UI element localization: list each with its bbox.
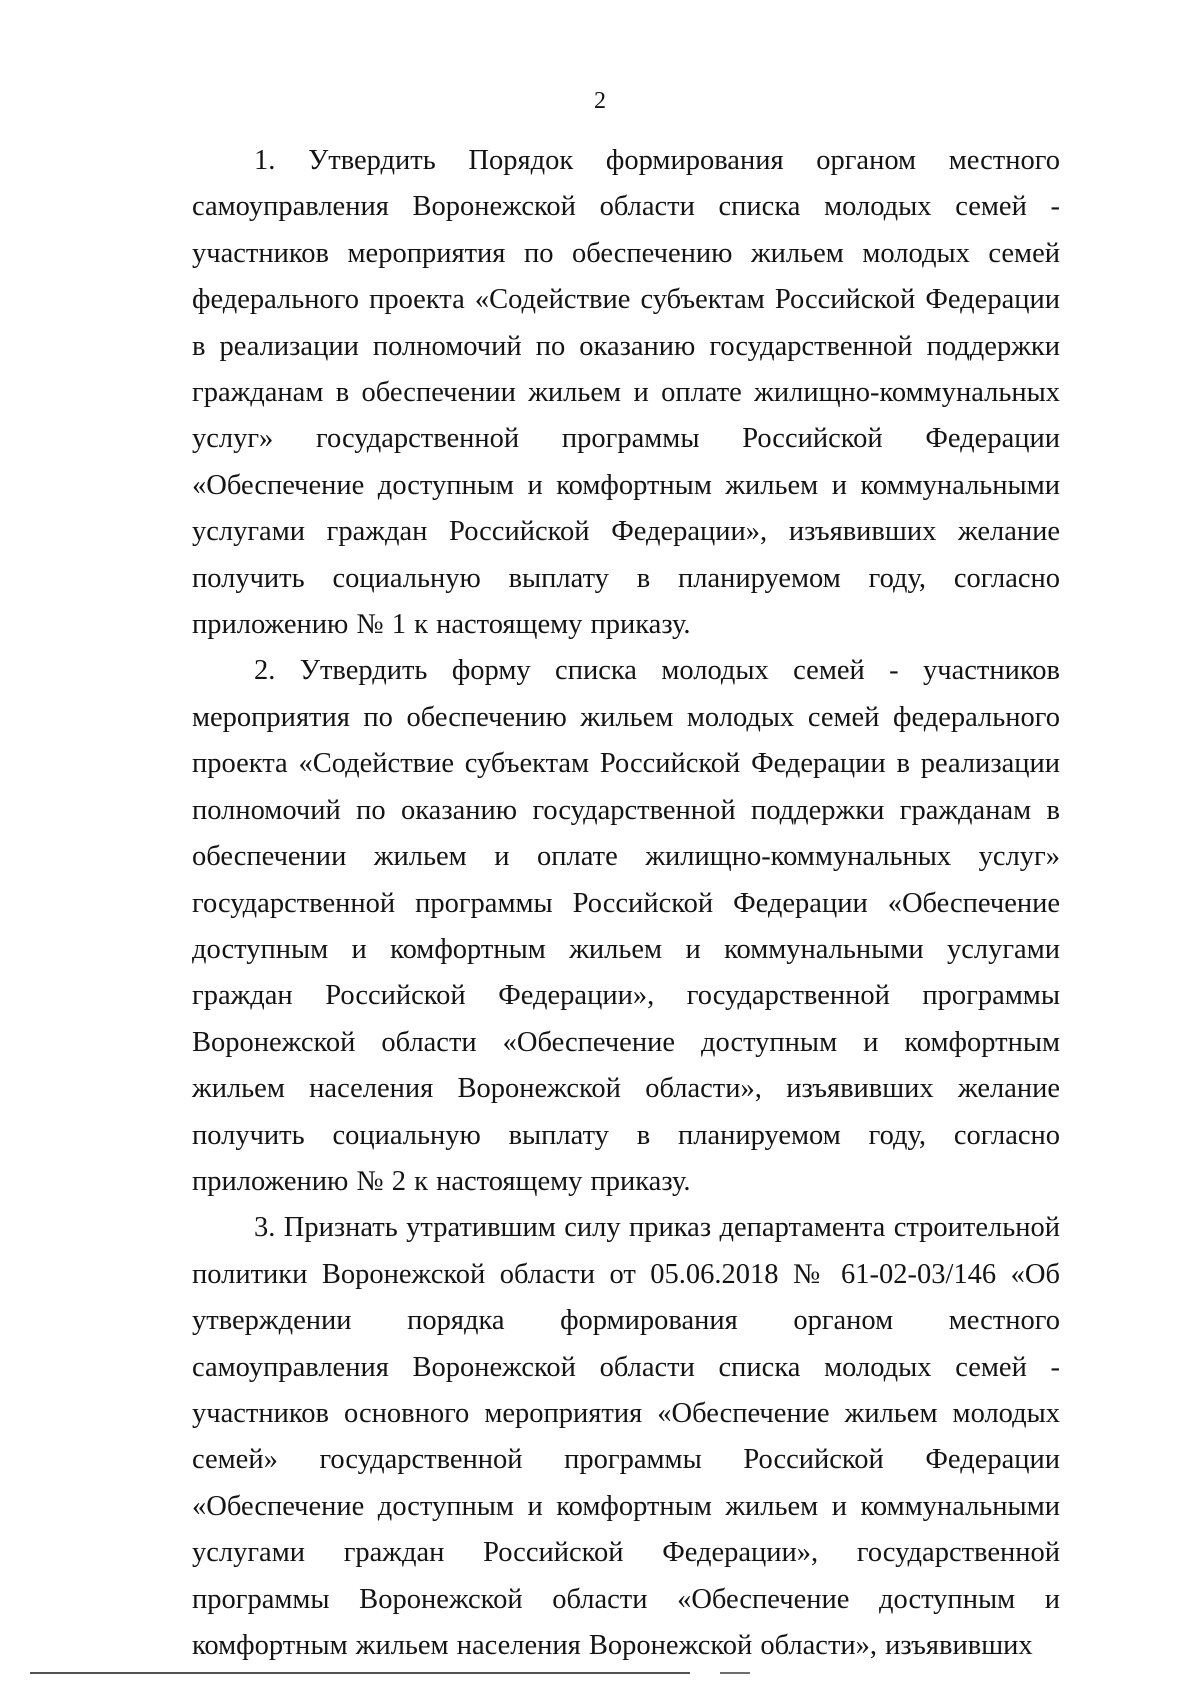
paragraph-1: 1. Утвердить Порядок формирования органом местного самоуправления Воронежской области списка молодых семей - участников мероприятия по обеспечению жильем молодых семей федерального проекта «Содействие субъектам Российской Федерации в реализации полномочий по оказанию государственной поддержки гражданам в обеспечении жильем и оплате жилищно-коммунальных услуг» государственной программы Российской Федерации «Обеспечение доступным и комфортным жильем и коммунальными услугами граждан Российской Федерации», изъявивших желание получить социальную выплату в планируемом году, согласно приложению № 1 к настоящему приказу. [192,145,1060,641]
scan-edge-line [30,1672,1150,1674]
paragraph-3: 3. Признать утратившим силу приказ департамента строительной политики Воронежской области от 05.06.2018 № 61-02-03/146 «Об утверждении порядка формирования органом местного самоуправления Воронежской области списка молодых семей - участников основного мероприятия «Обеспечение жильем молодых семей» государственной программы Российской Федерации «Обеспечение доступным и комфортным жильем и коммунальными услугами граждан Российской Федерации», государственной программы Воронежской области «Обеспечение доступным и комфортным жильем населения Воронежской области», изъявивших [192,1212,1060,1661]
page-number: 2 [594,88,606,114]
document-body [192,138,1060,1669]
paragraph-2: 2. Утвердить форму списка молодых семей - участников мероприятия по обеспечению жильем молодых семей федерального проекта «Содействие субъектам Российской Федерации в реализации полномочий по оказанию государственной поддержки гражданам в обеспечении жильем и оплате жилищно-коммунальных услуг» государственной программы Российской Федерации «Обеспечение доступным и комфортным жильем и коммунальными услугами граждан Российской Федерации», государственной программы Воронежской области «Обеспечение доступным и комфортным жильем населения Воронежской области», изъявивших желание получить социальную выплату в планируемом году, согласно приложению № 2 к настоящему приказу. [192,655,1060,1197]
